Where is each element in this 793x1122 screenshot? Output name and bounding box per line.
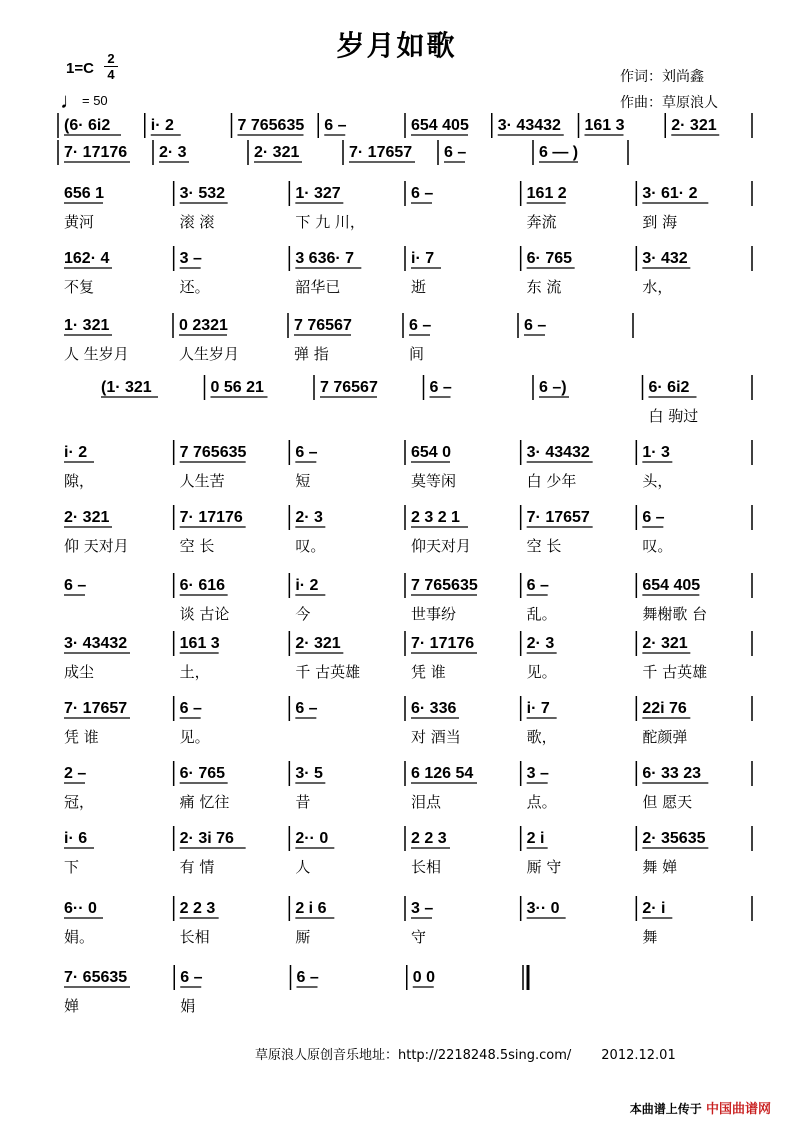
measure-notes: 3· 43432 <box>64 635 128 652</box>
measure-notes: 6 – <box>411 185 434 202</box>
measure-notes: 6 – <box>526 577 549 594</box>
lyric-text: 叹。 <box>295 537 326 555</box>
measure-notes: 6 – <box>64 577 87 594</box>
measure-notes: 2 3 2 1 <box>411 509 460 526</box>
measure-notes: (6· 6i2 <box>64 117 111 134</box>
measure-notes: 2· i <box>642 900 666 917</box>
lyricist-credit: 作词：刘尚鑫 <box>620 69 704 85</box>
measure-notes: 7· 17657 <box>64 700 128 717</box>
lyric-text: 娟。 <box>64 928 95 946</box>
measure-notes: i· 6 <box>64 830 88 847</box>
measure-notes: 7· 65635 <box>64 969 128 986</box>
measure-notes: 6 – <box>642 509 665 526</box>
measure-notes: 6 –) <box>539 379 567 396</box>
measure-notes: 7· 17176 <box>179 509 243 526</box>
measure-notes: 6· 616 <box>179 577 226 594</box>
lyric-text: 冠， <box>64 793 95 811</box>
measure-notes: 161 2 <box>526 185 567 202</box>
lyric-text: 痛 忆往 <box>179 793 230 811</box>
lyric-text: 隙， <box>64 472 95 490</box>
footer <box>255 1044 676 1063</box>
lyric-text: 黄河 <box>64 213 95 231</box>
measure-notes: 6· 765 <box>526 250 573 267</box>
measure-notes: i· 2 <box>295 577 319 594</box>
measure-notes: 656 1 <box>64 185 105 202</box>
lyric-text: 人生苦 <box>179 472 225 490</box>
measure-notes: 2 – <box>64 765 87 782</box>
lyric-text: 凭 谁 <box>64 728 99 746</box>
lyric-text: 舞榭歌 台 <box>642 605 708 623</box>
measure-notes: 7· 17657 <box>526 509 590 526</box>
lyric-text: 叹。 <box>642 537 673 555</box>
measure-notes: 6 – <box>444 144 467 161</box>
upload-credit <box>630 1098 771 1117</box>
measure-notes: 6· 336 <box>411 700 457 717</box>
lyric-text: 舞 <box>642 928 658 946</box>
measure-notes: 2· 321 <box>642 635 688 652</box>
measure-notes: 22i 76 <box>642 700 687 717</box>
measure-notes: 2·· 0 <box>295 830 329 847</box>
measure-notes: 3 – <box>526 765 549 782</box>
lyric-text: 弹 指 <box>294 345 329 363</box>
measure-notes: 0 56 21 <box>210 379 264 396</box>
measure-notes: i· 7 <box>526 700 550 717</box>
measure-notes: 6 – <box>296 969 319 986</box>
lyric-text: 韶华已 <box>295 278 341 296</box>
lyric-text: 见。 <box>526 663 557 681</box>
lyric-text: 厮 <box>295 928 311 946</box>
lyric-text: 凭 谁 <box>411 663 446 681</box>
measure-notes: 1· 327 <box>295 185 341 202</box>
lyric-text: 人 生岁月 <box>64 345 129 363</box>
source-address: 草原浪人原创音乐地址：http://2218248.5sing.com/ <box>255 1048 572 1063</box>
song-title: 岁月如歌 <box>336 29 457 62</box>
lyric-text: 空 长 <box>179 537 215 555</box>
lyric-text: 间 <box>409 345 425 363</box>
lyric-text: 逝 <box>411 278 427 296</box>
measure-notes: 3·· 0 <box>526 900 560 917</box>
lyric-text: 长相 <box>179 928 210 946</box>
lyric-text: 娟 <box>180 997 196 1015</box>
lyric-text: 长相 <box>411 858 442 876</box>
lyric-text: 谈 古论 <box>179 605 230 623</box>
lyric-text: 婵 <box>64 997 80 1015</box>
quarter-note-icon: ♩ <box>60 88 82 113</box>
measure-notes: 6 – <box>524 317 547 334</box>
measure-notes: 2· 321 <box>64 509 110 526</box>
tempo-value: = 50 <box>82 93 108 108</box>
measure-notes: 2· 321 <box>671 117 717 134</box>
measure-notes: i· 2 <box>64 444 88 461</box>
lyric-text: 白 少年 <box>526 472 577 490</box>
measure-notes: 3· 61· 2 <box>642 185 698 202</box>
measure-notes: 654 405 <box>642 577 701 594</box>
measure-notes: 2· 3 <box>159 144 187 161</box>
composer-credit: 作曲：草原浪人 <box>620 95 718 111</box>
measure-notes: 2· 35635 <box>642 830 706 847</box>
time-sig-top: 2 <box>107 51 115 66</box>
lyric-text: 水， <box>642 278 673 296</box>
measure-notes: 2· 321 <box>295 635 341 652</box>
measure-notes: 7· 17176 <box>411 635 475 652</box>
measure-notes: 2· 321 <box>254 144 300 161</box>
time-sig-bottom: 4 <box>107 67 115 82</box>
lyric-text: 下 <box>64 858 80 876</box>
lyric-text: 但 愿天 <box>642 793 693 811</box>
key-signature: 1=C <box>66 60 94 77</box>
measure-notes: 2 i 6 <box>295 900 327 917</box>
upload-label: 本曲谱上传于 <box>629 1102 702 1116</box>
lyric-text: 有 情 <box>179 858 215 876</box>
measure-notes: 6 — ) <box>539 144 579 161</box>
measure-notes: 2· 3 <box>295 509 323 526</box>
site-logo: 中国曲谱网 <box>705 1102 771 1117</box>
measure-notes: 6 – <box>180 969 203 986</box>
measure-notes: 2· 3 <box>526 635 555 652</box>
lyric-text: 昔 <box>295 793 311 811</box>
lyric-text: 乱。 <box>526 605 557 623</box>
measure-notes: 6 126 54 <box>411 765 474 782</box>
lyric-text: 不复 <box>64 278 95 296</box>
lyric-text: 短 <box>295 472 311 490</box>
lyric-text: 世事纷 <box>411 605 457 623</box>
measure-notes: 2 i <box>526 830 545 847</box>
lyric-text: 歌， <box>526 728 557 746</box>
measure-notes: 162· 4 <box>64 250 110 267</box>
measure-notes: 6· 765 <box>179 765 226 782</box>
measure-notes: 6 – <box>295 444 318 461</box>
lyric-text: 仰 天对月 <box>64 537 129 555</box>
measure-notes: 161 3 <box>584 117 625 134</box>
measure-notes: 7· 17657 <box>349 144 413 161</box>
measure-notes: i· 2 <box>150 117 174 134</box>
lyric-text: 千 古英雄 <box>295 663 361 681</box>
lyric-text: 见。 <box>179 728 210 746</box>
measure-notes: (1· 321 <box>101 379 152 396</box>
measure-notes: 7 765635 <box>237 117 305 134</box>
measure-notes: 3· 43432 <box>497 117 561 134</box>
lyric-text: 人生岁月 <box>179 345 240 363</box>
measure-notes: 6 – <box>409 317 432 334</box>
lyric-text: 酡颜弹 <box>642 728 688 746</box>
lyric-text: 还。 <box>179 278 210 296</box>
lyric-text: 到 海 <box>642 213 678 231</box>
measure-notes: 1· 3 <box>642 444 670 461</box>
lyric-text: 舞 婵 <box>642 858 678 876</box>
measure-notes: 6 – <box>324 117 347 134</box>
lyric-text: 泪点 <box>411 793 442 811</box>
measure-notes: 0 2321 <box>179 317 228 334</box>
measure-notes: 3· 532 <box>179 185 226 202</box>
measure-notes: 654 405 <box>411 117 469 134</box>
measure-notes: 0 0 <box>412 969 435 986</box>
measure-notes: 2 2 3 <box>411 830 447 847</box>
measure-notes: 6 – <box>429 379 452 396</box>
lyric-text: 东 流 <box>526 278 562 296</box>
lyric-text: 千 古英雄 <box>642 663 708 681</box>
lyric-text: 对 酒当 <box>411 728 461 746</box>
lyric-text: 守 <box>411 928 427 946</box>
measure-notes: 6· 33 23 <box>642 765 702 782</box>
lyric-text: 白 驹过 <box>648 407 699 425</box>
lyric-text: 奔流 <box>526 213 557 231</box>
measure-notes: 6 – <box>295 700 318 717</box>
lyric-text: 莫等闲 <box>411 472 457 490</box>
measure-notes: 161 3 <box>179 635 220 652</box>
measure-notes: 3· 432 <box>642 250 688 267</box>
measure-notes: 7 765635 <box>411 577 478 594</box>
measure-notes: 3 – <box>411 900 434 917</box>
measure-notes: 7 765635 <box>179 444 247 461</box>
score-date: 2012.12.01 <box>601 1048 676 1063</box>
lyric-text: 人 <box>295 858 311 876</box>
lyric-text: 滚 滚 <box>179 213 215 231</box>
lyric-text: 头， <box>642 472 673 490</box>
lyric-text: 成尘 <box>64 663 95 681</box>
measure-notes: 3 – <box>179 250 202 267</box>
measure-notes: 3· 5 <box>295 765 323 782</box>
measure-notes: 7 76567 <box>320 379 378 396</box>
measure-notes: 1· 321 <box>64 317 110 334</box>
lyric-text: 今 <box>295 605 311 623</box>
lyric-text: 下 九 川， <box>295 213 365 231</box>
measure-notes: 7· 17176 <box>64 144 128 161</box>
lyric-text: 土， <box>179 663 210 681</box>
lyric-text: 空 长 <box>526 537 562 555</box>
measure-notes: 3 636· 7 <box>295 250 355 267</box>
measure-notes: 7 76567 <box>294 317 352 334</box>
lyric-text: 点。 <box>526 793 557 811</box>
measure-notes: 2· 3i 76 <box>179 830 234 847</box>
lyric-text: 厮 守 <box>526 858 562 876</box>
measure-notes: 6·· 0 <box>64 900 97 917</box>
measure-notes: 3· 43432 <box>526 444 590 461</box>
measure-notes: 654 0 <box>411 444 452 461</box>
measure-notes: 6 – <box>179 700 202 717</box>
measure-notes: i· 7 <box>411 250 435 267</box>
lyric-text: 仰天对月 <box>411 537 472 555</box>
measure-notes: 6· 6i2 <box>648 379 690 396</box>
measure-notes: 2 2 3 <box>179 900 216 917</box>
